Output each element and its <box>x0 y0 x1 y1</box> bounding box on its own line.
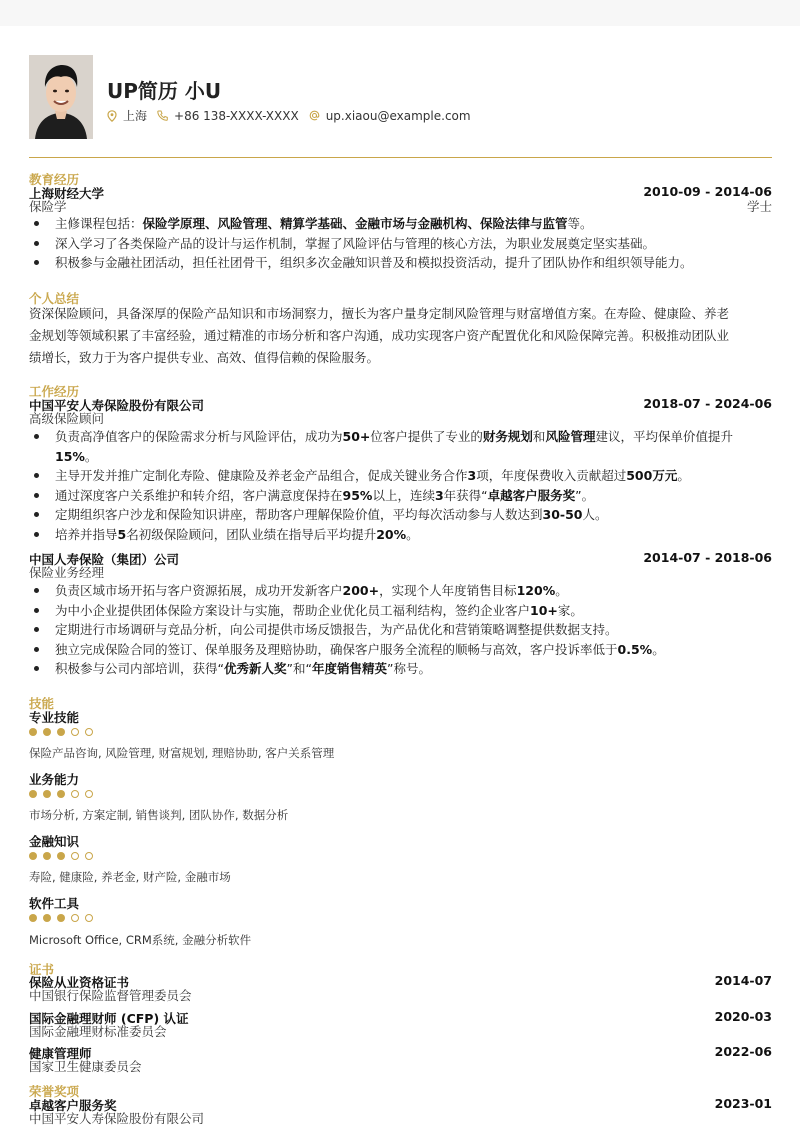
school-name: 上海财经大学 <box>29 186 105 201</box>
job-company: 中国人寿保险（集团）公司 <box>29 552 180 567</box>
skill-items: 市场分析, 方案定制, 销售谈判, 团队协作, 数据分析 <box>29 808 289 822</box>
skill-dot-filled <box>57 790 65 798</box>
bullet-highlight: 卓越客户服务奖 <box>487 487 576 503</box>
bullet-highlight: 优秀新人奖 <box>223 661 287 676</box>
skill-dot-empty <box>71 728 79 736</box>
bullet-highlight: 30-50 <box>542 507 583 522</box>
certificate-name: 保险从业资格证书 <box>29 975 130 990</box>
skill-group <box>29 832 772 850</box>
skill-dot-empty <box>85 852 93 860</box>
bullet-item: 为中小企业提供团体保险方案设计与实施，帮助企业优化员工福利结构，签约企业客户10+家。 <box>29 601 772 621</box>
location-pin-icon <box>107 110 117 122</box>
profile-photo <box>29 55 93 139</box>
education-major: 保险学 <box>29 199 67 214</box>
job-date: 2014-07 - 2018-06 <box>643 550 772 565</box>
bullet-item: 定期进行市场调研与竞品分析，向公司提供市场反馈报告，为产品优化和营销策略调整提供数据支持。 <box>29 620 772 640</box>
skill-dot-filled <box>57 852 65 860</box>
job-date: 2018-07 - 2024-06 <box>643 396 772 411</box>
certificate-issuer-row <box>29 1022 772 1040</box>
bullet-item: 主导开发并推广定制化寿险、健康险及养老金产品组合，促成关键业务合作3项，年度保费收入贡献超过500万元。 <box>29 466 772 486</box>
skill-group <box>29 894 772 912</box>
skill-dot-filled <box>57 728 65 736</box>
bullet-item: 定期组织客户沙龙和保险知识讲座，帮助客户理解保险价值，平均每次活动参与人数达到30-50人。 <box>29 505 772 525</box>
bullet-item: 主修课程包括：保险学原理、风险管理、精算学基础、金融市场与金融机构、保险法律与监管等。 <box>29 214 772 234</box>
bullet-item: 积极参与金融社团活动，担任社团骨干，组织多次金融知识普及和模拟投资活动，提升了团队协作和组织领导能力。 <box>29 253 772 273</box>
job-role: 保险业务经理 <box>29 565 105 580</box>
skill-dot-empty <box>71 852 79 860</box>
bullet-highlight: 20% <box>376 526 407 542</box>
certificate-issuer: 中国银行保险监督管理委员会 <box>29 988 192 1003</box>
bullet-item: 深入学习了各类保险产品的设计与运作机制，掌握了风险评估与管理的核心方法，为职业发展奠定坚实基础。 <box>29 234 772 254</box>
award-date: 2023-01 <box>714 1096 772 1111</box>
education-bullets <box>29 214 772 273</box>
bullet-highlight: 风险管理 <box>545 429 596 444</box>
bullet-item: 积极参与公司内部培训，获得“优秀新人奖”和“年度销售精英”称号。 <box>29 659 772 679</box>
certificate-issuer: 国家卫生健康委员会 <box>29 1059 142 1074</box>
bullet-highlight: 15% <box>55 448 85 464</box>
job-bullets <box>29 581 772 679</box>
location-item <box>107 107 147 124</box>
bullet-highlight: 保险学原理、风险管理、精算学基础、金融市场与金融机构、保险法律与监管 <box>142 216 568 231</box>
skill-dot-filled <box>43 728 51 736</box>
skill-dot-empty <box>71 790 79 798</box>
skill-dot-filled <box>43 914 51 922</box>
bullet-item: 负责区域市场开拓与客户资源拓展，成功开发新客户200+，实现个人年度销售目标120%。 <box>29 581 772 601</box>
bullet-highlight: 200+ <box>342 583 380 598</box>
job-role: 高级保险顾问 <box>29 411 105 426</box>
skill-level-dots <box>29 728 772 736</box>
bullet-highlight: 财务规划 <box>482 429 533 444</box>
award-issuer: 中国平安人寿保险股份有限公司 <box>29 1111 205 1126</box>
skill-level-dots <box>29 914 772 922</box>
bullet-highlight: 3 <box>434 487 444 503</box>
resume-header <box>29 55 772 145</box>
certificate-issuer: 国际金融理财标准委员会 <box>29 1024 167 1039</box>
skill-group-name: 专业技能 <box>29 710 80 725</box>
skill-items: 寿险, 健康险, 养老金, 财产险, 金融市场 <box>29 870 231 884</box>
phone-item <box>157 109 299 123</box>
certificate-date: 2022-06 <box>714 1044 772 1059</box>
work-title: 工作经历 <box>29 384 80 399</box>
bullet-highlight: 50+ <box>342 429 371 444</box>
education-degree: 学士 <box>746 199 772 214</box>
skill-dot-filled <box>57 914 65 922</box>
awards-title: 荣誉奖项 <box>29 1084 80 1099</box>
candidate-name: UP简历 小U <box>107 79 222 103</box>
header-divider <box>29 157 772 158</box>
skill-dot-filled <box>29 914 37 922</box>
certificate-issuer-row <box>29 986 772 1004</box>
skill-group-name: 软件工具 <box>29 896 80 911</box>
skill-group <box>29 708 772 726</box>
award-name: 卓越客户服务奖 <box>29 1098 117 1113</box>
skill-level-dots <box>29 790 772 798</box>
summary-line: 绩增长，致力于为客户提供专业、高效、值得信赖的保险服务。 <box>29 350 380 365</box>
skill-group <box>29 770 772 788</box>
bullet-item: 独立完成保险合同的签订、保单服务及理赔协助，确保客户服务全流程的顺畅与高效，客户投诉率低于0.5%。 <box>29 640 772 660</box>
skill-dot-filled <box>29 790 37 798</box>
bullet-highlight: 120% <box>516 583 556 598</box>
location-text: 上海 <box>123 109 148 123</box>
summary-line: 金规划等领域积累了丰富经验，通过精准的市场分析和客户沟通，成功实现客户资产配置优化和风险保障完善。积极推动团队业 <box>29 328 730 343</box>
skill-dot-empty <box>71 914 79 922</box>
skill-group-name: 业务能力 <box>29 772 80 787</box>
bullet-item: 负责高净值客户的保险需求分析与风险评估，成功为50+位客户提供了专业的财务规划和风险管理建议，平均保单价值提升 <box>29 427 772 447</box>
email-text[interactable]: up.xiaou@example.com <box>325 108 471 123</box>
certificates-title: 证书 <box>29 962 55 977</box>
certificate-date: 2020-03 <box>714 1009 772 1024</box>
job-role-row <box>29 409 772 427</box>
skill-dot-empty <box>85 790 93 798</box>
skill-items: Microsoft Office, CRM系统, 金融分析软件 <box>29 933 252 947</box>
summary-text <box>29 303 772 369</box>
top-strip <box>0 0 800 26</box>
certificate-name: 健康管理师 <box>29 1046 92 1061</box>
bullet-highlight: 95% <box>342 487 373 503</box>
phone-text: +86 138-XXXX-XXXX <box>174 108 299 123</box>
education-major-row <box>29 197 772 215</box>
skill-dot-empty <box>85 728 93 736</box>
bullet-highlight: 10+ <box>530 602 558 618</box>
phone-icon <box>157 110 168 121</box>
skills-title: 技能 <box>29 696 55 711</box>
skill-dot-filled <box>43 790 51 798</box>
job-company: 中国平安人寿保险股份有限公司 <box>29 398 205 413</box>
skill-items: 保险产品咨询, 风险管理, 财富规划, 理赔协助, 客户关系管理 <box>29 746 335 760</box>
bullet-item: 15%。 <box>55 448 98 464</box>
education-title: 教育经历 <box>29 172 80 187</box>
skill-dot-filled <box>43 852 51 860</box>
contact-info <box>107 107 481 124</box>
email-item[interactable] <box>309 109 471 123</box>
skill-dot-empty <box>85 914 93 922</box>
bullet-highlight: 5 <box>117 526 127 542</box>
summary-title: 个人总结 <box>29 291 80 306</box>
skill-group-name: 金融知识 <box>29 834 80 849</box>
job-role-row <box>29 563 772 581</box>
summary-line: 资深保险顾问，具备深厚的保险产品知识和市场洞察力，擅长为客户量身定制风险管理与财富增值方案。在寿险、健康险、养老 <box>29 306 730 321</box>
skill-dot-filled <box>29 728 37 736</box>
email-icon <box>309 110 320 121</box>
certificate-name: 国际金融理财师 (CFP) 认证 <box>29 1011 189 1026</box>
bullet-highlight: 500万元 <box>626 468 678 483</box>
skill-level-dots <box>29 852 772 860</box>
bullet-highlight: 3 <box>467 468 477 483</box>
job-bullets <box>29 427 772 544</box>
education-date: 2010-09 - 2014-06 <box>643 184 772 199</box>
bullet-item: 通过深度客户关系维护和转介绍，客户满意度保持在95%以上，连续3年获得“卓越客户服务奖”。 <box>29 486 772 506</box>
bullet-item: 培养并指导5名初级保险顾问，团队业绩在指导后平均提升20%。 <box>29 525 772 545</box>
skill-dot-filled <box>29 852 37 860</box>
bullet-highlight: 0.5% <box>617 641 653 657</box>
certificate-issuer-row <box>29 1057 772 1075</box>
certificate-date: 2014-07 <box>714 973 772 988</box>
award-issuer-row <box>29 1109 772 1127</box>
bullet-highlight: 年度销售精英 <box>311 661 387 676</box>
